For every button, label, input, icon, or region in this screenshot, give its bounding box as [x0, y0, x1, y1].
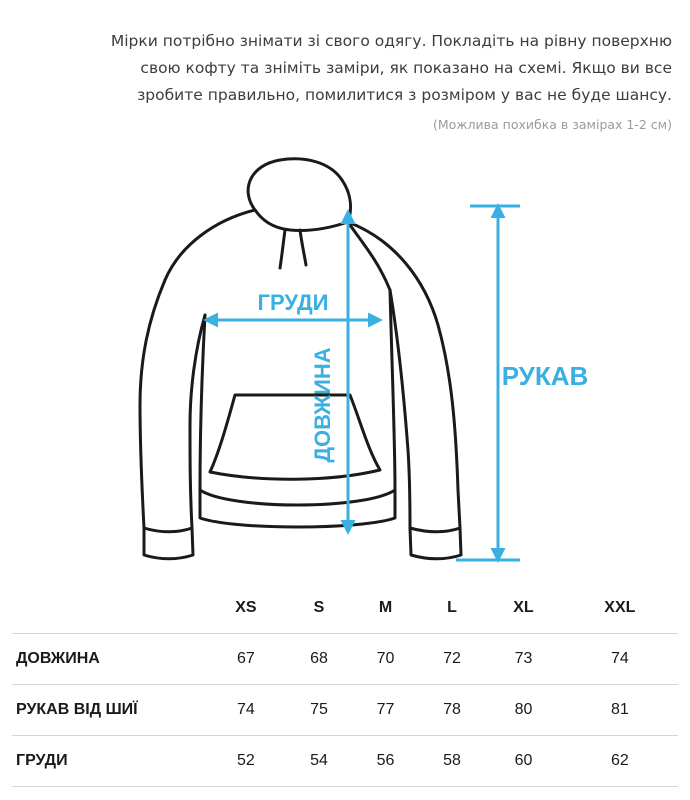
- left-shoulder: [165, 210, 255, 280]
- size-header: XS: [206, 583, 286, 634]
- table-cell: 58: [419, 736, 486, 787]
- measurement-error-note: (Можлива похибка в замірах 1-2 см): [432, 117, 672, 132]
- size-table: [12, 583, 678, 787]
- table-cell: 68: [286, 634, 353, 685]
- intro-text: [20, 28, 672, 109]
- body-left: [200, 315, 205, 490]
- table-cell: 73: [485, 634, 561, 685]
- row-label: РУКАВ ВІД ШИЇ: [12, 685, 206, 736]
- table-corner: [12, 583, 206, 634]
- length-label: ДОВЖИНА: [310, 347, 335, 463]
- table-cell: 72: [419, 634, 486, 685]
- table-header-row: [12, 583, 678, 634]
- size-header: XXL: [562, 583, 678, 634]
- table-row: [12, 634, 678, 685]
- row-label: ДОВЖИНА: [12, 634, 206, 685]
- size-header: XL: [485, 583, 561, 634]
- table-row: [12, 685, 678, 736]
- row-label: ГРУДИ: [12, 736, 206, 787]
- table-cell: 74: [206, 685, 286, 736]
- table-cell: 56: [352, 736, 419, 787]
- chest-label: ГРУДИ: [257, 290, 329, 315]
- drawstring-left: [280, 230, 285, 268]
- left-sleeve-outer: [140, 280, 165, 528]
- body-hem: [200, 490, 395, 527]
- table-row: [12, 736, 678, 787]
- table-cell: 75: [286, 685, 353, 736]
- table-cell: 67: [206, 634, 286, 685]
- table-cell: 80: [485, 685, 561, 736]
- hood-shape: [248, 159, 350, 222]
- table-cell: 62: [562, 736, 678, 787]
- table-cell: 54: [286, 736, 353, 787]
- size-header: M: [352, 583, 419, 634]
- size-header: L: [419, 583, 486, 634]
- table-cell: 78: [419, 685, 486, 736]
- hood-inner: [255, 210, 348, 231]
- hoodie-diagram: [0, 150, 690, 570]
- pocket: [210, 395, 380, 479]
- table-cell: 52: [206, 736, 286, 787]
- left-cuff-top: [144, 528, 192, 532]
- intro-line-1: Мірки потрібно знімати зі свого одягу. Покладіть на рівну поверхню: [110, 32, 672, 50]
- table-cell: 60: [485, 736, 561, 787]
- right-cuff-top: [410, 528, 460, 532]
- intro-line-3: зробите правильно, помилитися з розміром у вас не буде шансу.: [137, 86, 672, 104]
- intro-line-2: свою кофту та зніміть заміри, як показано на схемі. Якщо ви все: [140, 59, 672, 77]
- table-cell: 74: [562, 634, 678, 685]
- sleeve-label: РУКАВ: [501, 361, 589, 391]
- measurement-lines: [206, 206, 520, 560]
- drawstring-right: [300, 230, 306, 265]
- table-cell: 70: [352, 634, 419, 685]
- size-header: S: [286, 583, 353, 634]
- hoodie-outline: [140, 159, 461, 559]
- table-cell: 81: [562, 685, 678, 736]
- right-sleeve-top: [348, 222, 460, 528]
- table-cell: 77: [352, 685, 419, 736]
